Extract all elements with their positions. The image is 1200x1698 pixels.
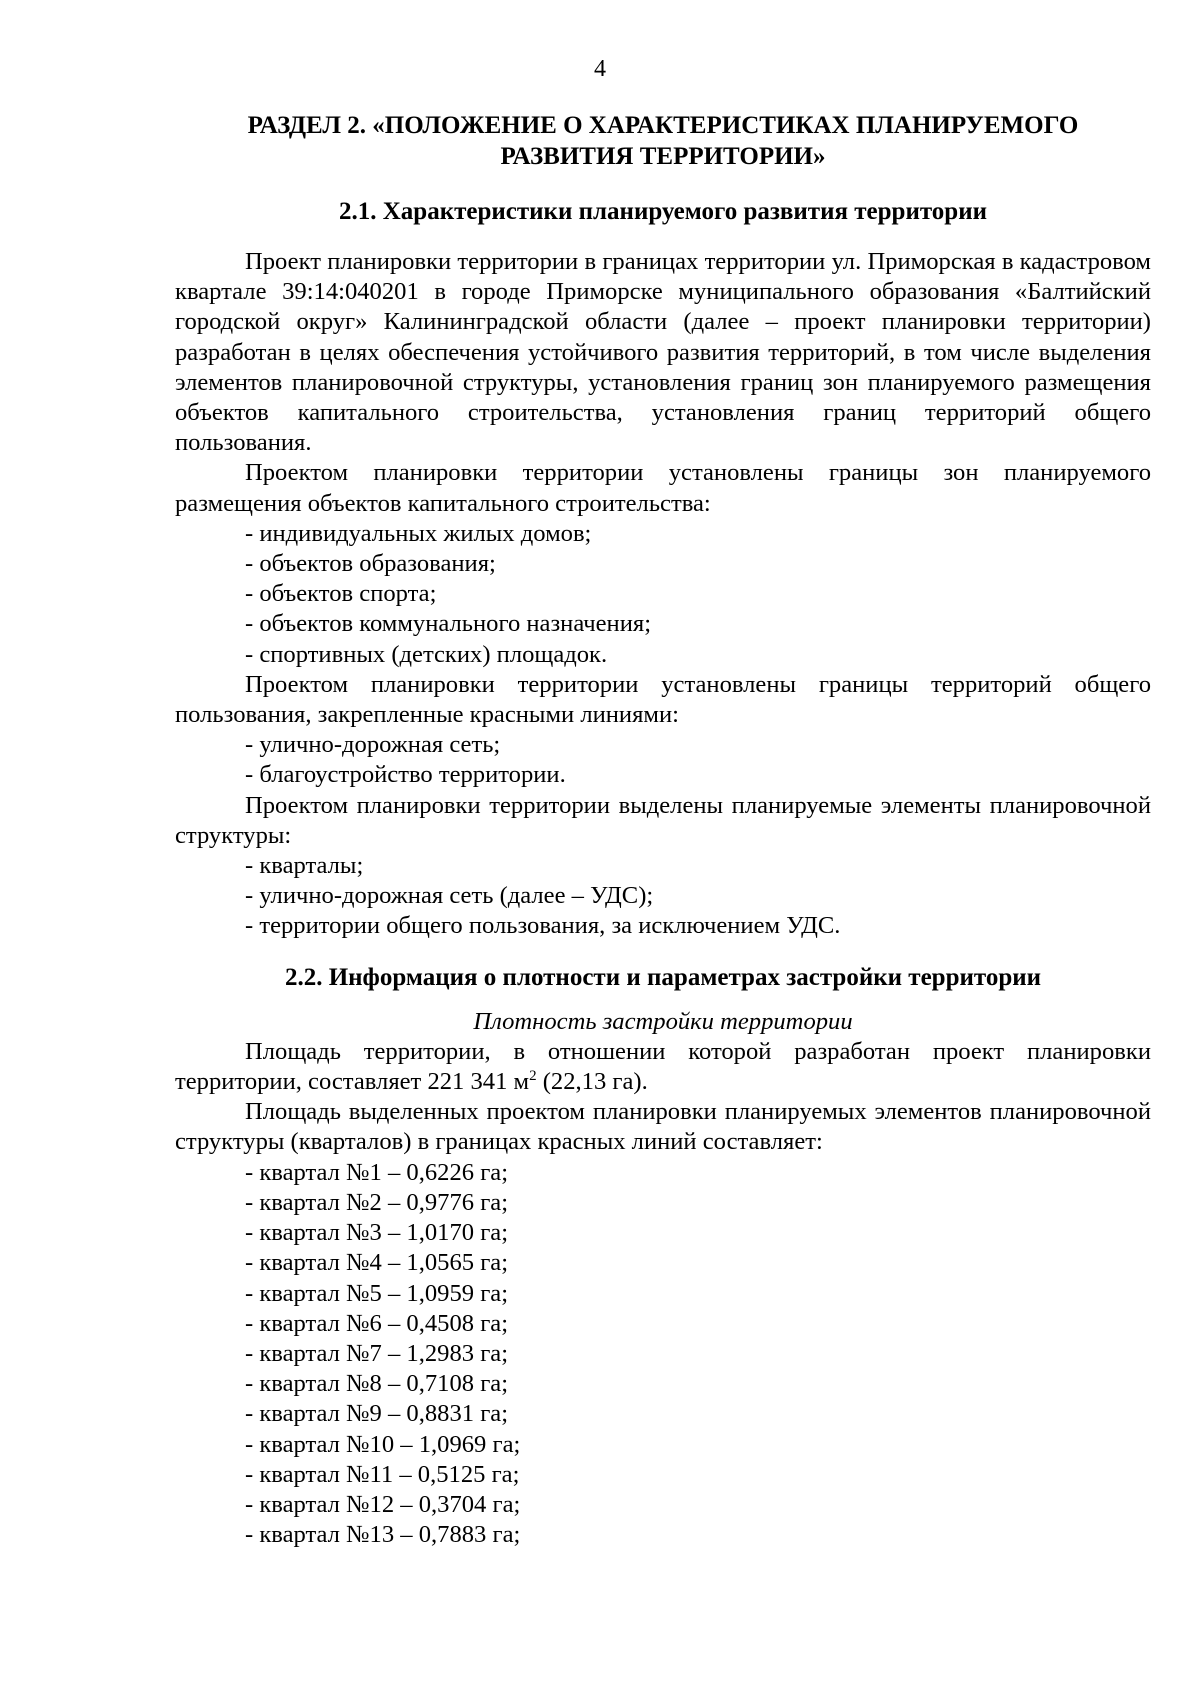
- list-item: - квартал №9 – 0,8831 га;: [245, 1400, 509, 1428]
- paragraph-area: [175, 1037, 1151, 1097]
- list-item: - объектов коммунального назначения;: [245, 610, 652, 638]
- list-item: - индивидуальных жилых домов;: [245, 519, 592, 547]
- subsection-2-2-title: 2.2. Информация о плотности и параметрах застройки территории: [284, 963, 1042, 991]
- density-heading: Плотность застройки территории: [473, 1007, 853, 1035]
- paragraph-intro: Проект планировки территории в границах территории ул. Приморская в кадастровом квартале 39:14:040201 в городе Приморске муниципального образования «Балтийский городской округ» Калининградской области (далее – проект планировки территории) разработан в целях обеспечения устойчивого развития территорий, в том числе выделения элементов планировочной структуры, установления границ зон планируемого размещения объектов капитального строительства, установления границ территорий общего пользования.: [175, 248, 1151, 457]
- area-text-end: (22,13 га).: [536, 1068, 648, 1096]
- list-item: - территории общего пользования, за исключением УДС.: [245, 912, 841, 940]
- area-unit-superscript: 2: [529, 1068, 537, 1085]
- list-item: - улично-дорожная сеть (далее – УДС);: [245, 882, 654, 910]
- paragraph-elements-intro: Проектом планировки территории выделены планируемые элементы планировочной структуры:: [175, 791, 1151, 849]
- section-title-line-1: РАЗДЕЛ 2. «ПОЛОЖЕНИЕ О ХАРАКТЕРИСТИКАХ ПЛАНИРУЕМОГО: [247, 112, 1079, 139]
- paragraph-blocks-intro: Площадь выделенных проектом планировки планируемых элементов планировочной структуры (кварталов) в границах красных линий составляет:: [175, 1098, 1151, 1156]
- section-title: [175, 110, 1151, 172]
- paragraph-public-intro: Проектом планировки территории установлены границы территорий общего пользования, закрепленные красными линиями:: [175, 670, 1151, 729]
- list-item: - квартал №2 – 0,9776 га;: [245, 1188, 509, 1216]
- elements-list: [175, 851, 1151, 942]
- list-item: - квартал №12 – 0,3704 га;: [245, 1490, 521, 1518]
- list-item: - объектов спорта;: [245, 580, 437, 608]
- list-item: - кварталы;: [245, 852, 364, 880]
- area-text: Площадь территории, в отношении которой разработан проект планировки территории, составляет 221 341 м: [175, 1037, 1151, 1096]
- list-item: - квартал №3 – 1,0170 га;: [245, 1219, 509, 1247]
- public-list: [175, 730, 1151, 790]
- list-item: - квартал №11 – 0,5125 га;: [245, 1460, 520, 1488]
- list-item: - спортивных (детских) площадок.: [245, 640, 608, 668]
- list-item: - объектов образования;: [245, 550, 496, 578]
- list-item: - квартал №4 – 1,0565 га;: [245, 1249, 509, 1277]
- zones-list: [175, 519, 1151, 670]
- list-item: - квартал №5 – 1,0959 га;: [245, 1279, 509, 1307]
- list-item: - квартал №10 – 1,0969 га;: [245, 1430, 521, 1458]
- list-item: - благоустройство территории.: [245, 761, 566, 789]
- blocks-list: [175, 1158, 1151, 1551]
- list-item: - квартал №8 – 0,7108 га;: [245, 1370, 509, 1398]
- list-item: - квартал №1 – 0,6226 га;: [245, 1158, 509, 1186]
- page-number: 4: [594, 56, 606, 82]
- list-item: - квартал №6 – 0,4508 га;: [245, 1309, 509, 1337]
- list-item: - квартал №7 – 1,2983 га;: [245, 1339, 509, 1367]
- list-item: - квартал №13 – 0,7883 га;: [245, 1521, 521, 1549]
- page-content: [175, 110, 1151, 1550]
- section-title-line-2: РАЗВИТИЯ ТЕРРИТОРИИ»: [500, 143, 826, 170]
- list-item: - улично-дорожная сеть;: [245, 731, 501, 759]
- paragraph-zones-intro: Проектом планировки территории установлены границы зон планируемого размещения объектов капитального строительства:: [175, 459, 1151, 517]
- subsection-2-1-title: 2.1. Характеристики планируемого развития территории: [338, 198, 988, 225]
